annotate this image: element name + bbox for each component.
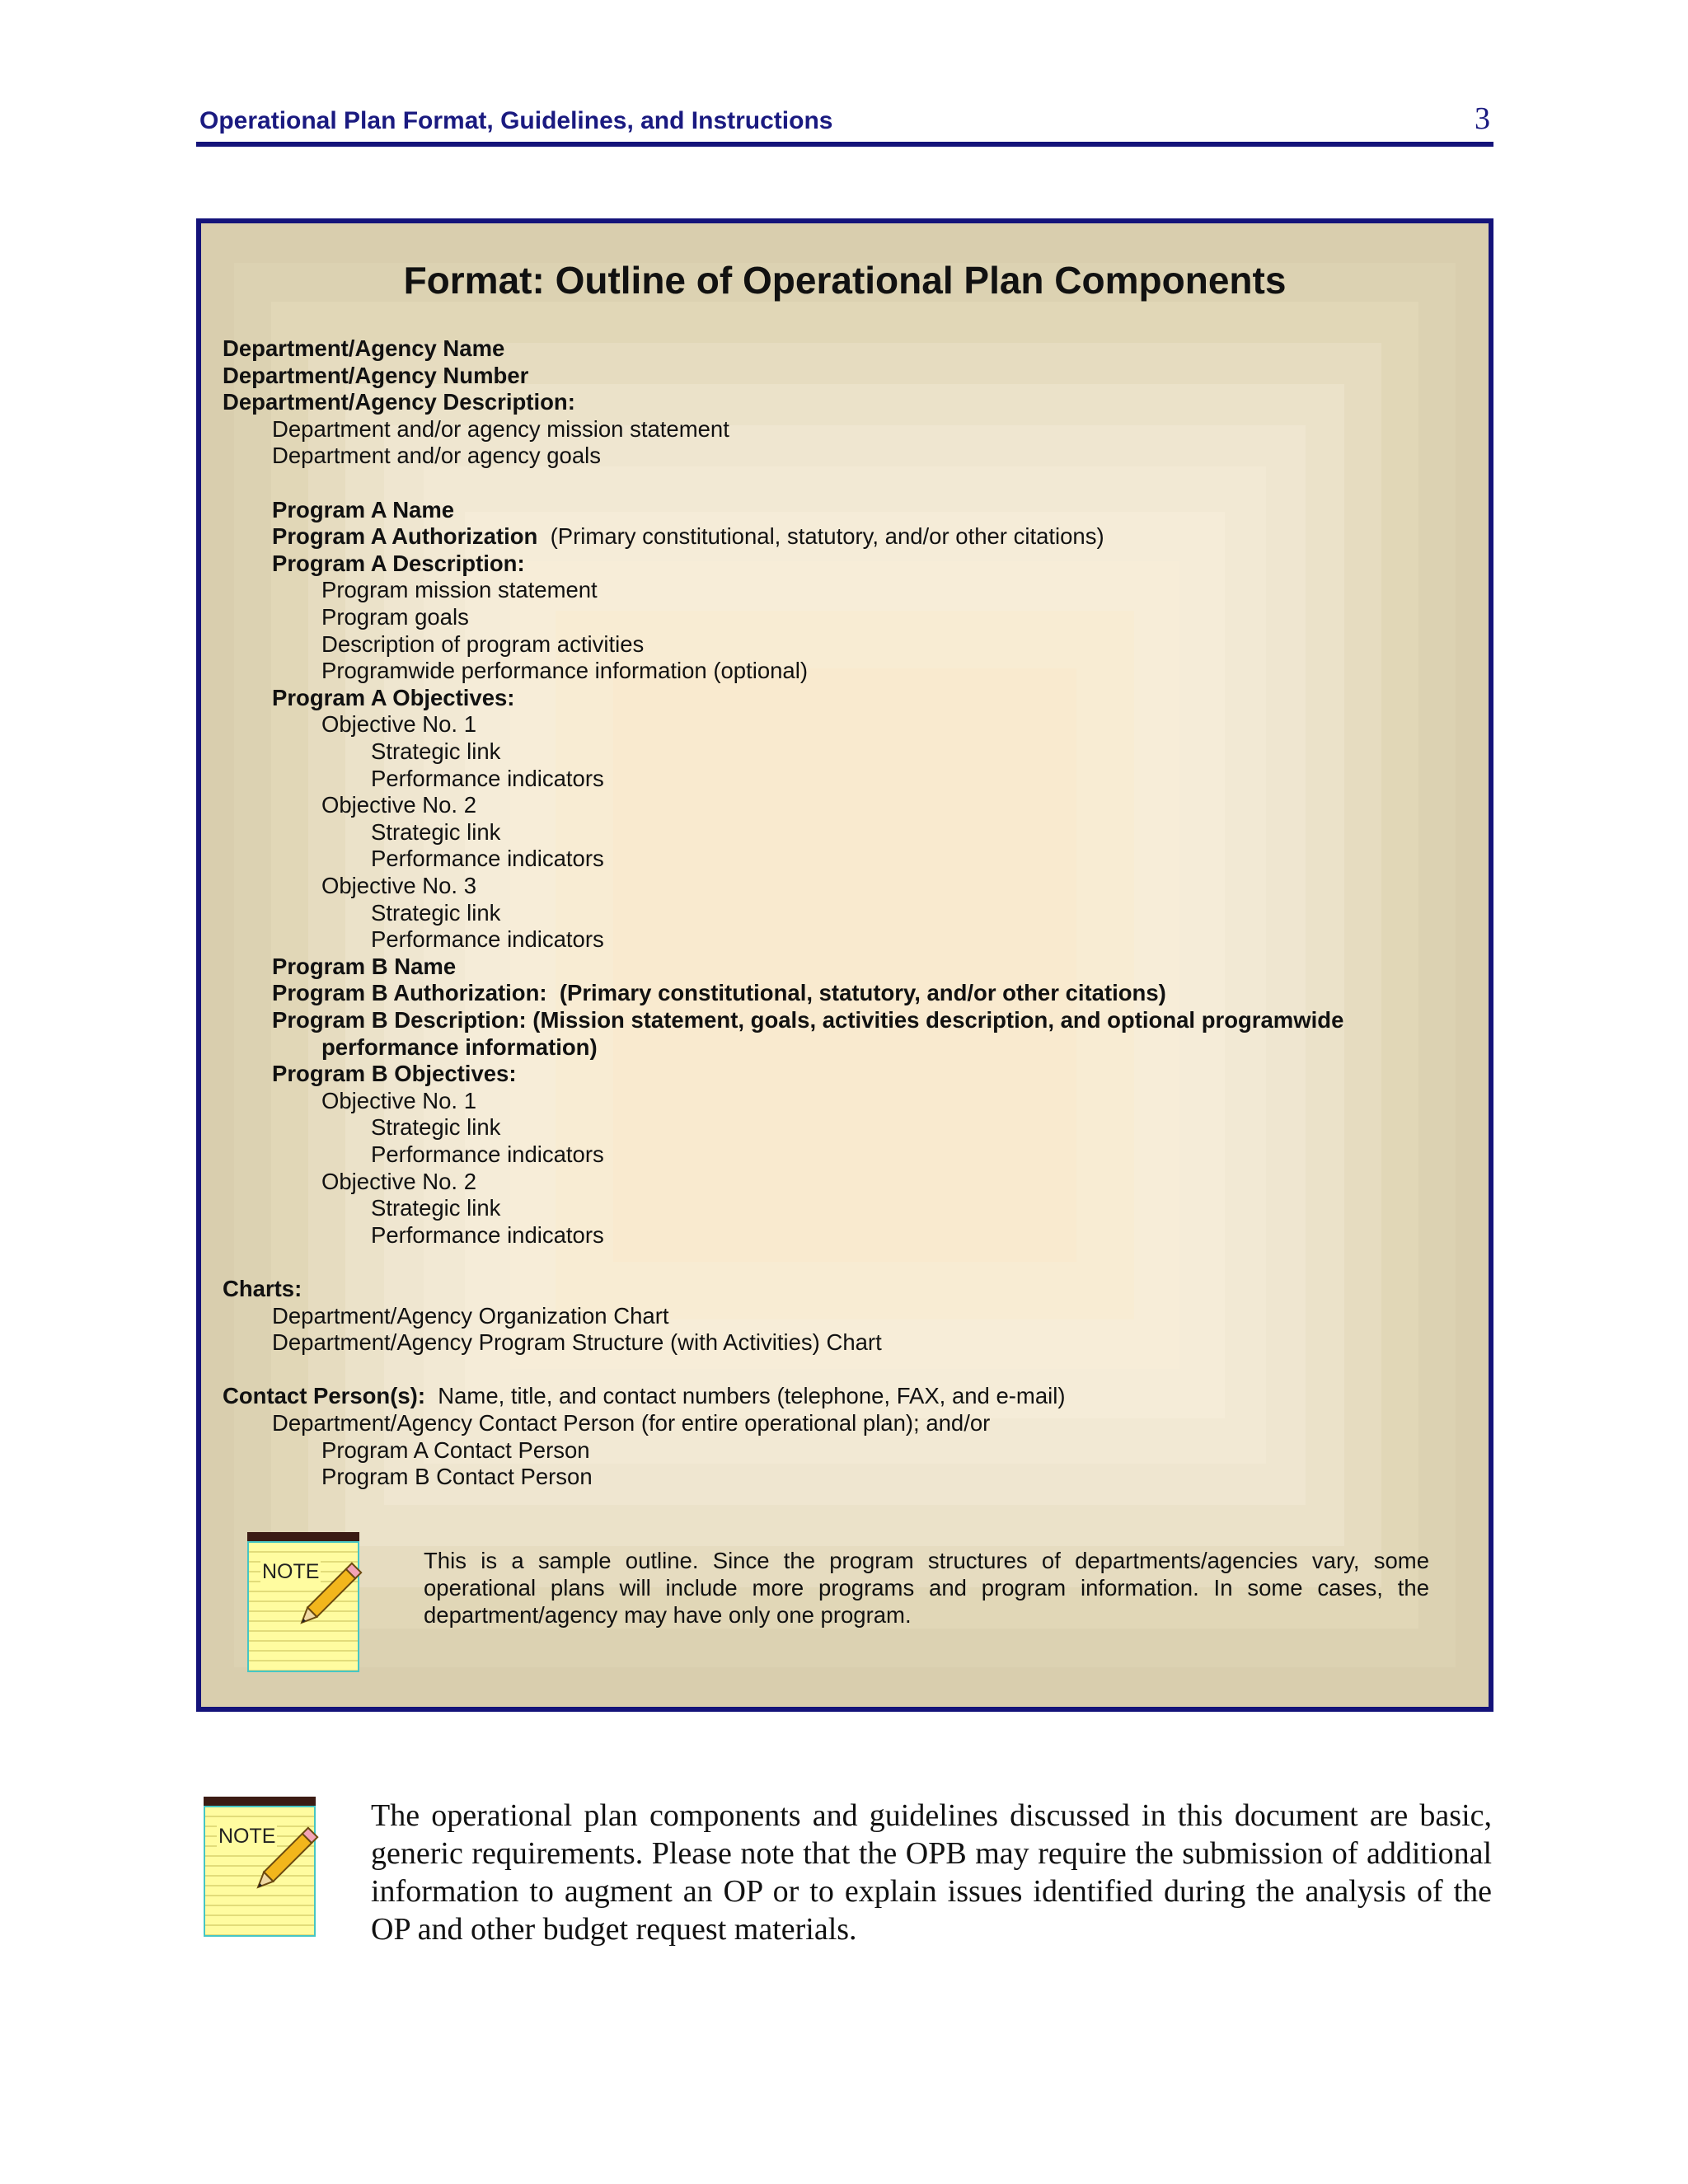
outline-line [272,1007,1343,1033]
outline-item-text: Program goals [321,604,469,630]
outline-line [223,389,575,415]
outline-item-text: Performance indicators [371,926,604,953]
outline-item-text: (Primary constitutional, statutory, and/or other citations) [550,523,1104,550]
outline-item-text: Objective No. 2 [321,1168,477,1194]
outline-heading-text: Program B Authorization: (Primary constitutional, statutory, and/or other citations) [272,980,1166,1006]
outline-item-text: Performance indicators [371,846,604,872]
outline-line [371,766,604,792]
outline-item-text: Strategic link [371,899,501,926]
document-title: Operational Plan Format, Guidelines, and Instructions [199,107,833,134]
outline-heading-text: Program B Objectives: [272,1061,517,1087]
sample-outline-note: This is a sample outline. Since the program structures of departments/agencies vary, some operational plans will include more programs and program information. In some cases, the department/agency may have only one program. [424,1548,1429,1628]
outline-item-text: Objective No. 1 [321,1087,477,1113]
outline-heading-text: Department/Agency Description: [223,389,575,415]
outline-heading-text: Program A Objectives: [272,684,515,710]
outline-line [321,577,598,603]
outline-item-text: Department/Agency Contact Person (for entire operational plan); and/or [272,1410,991,1436]
outline-line [321,1169,476,1195]
outline-item-text: Objective No. 1 [321,711,477,738]
outline-heading-text: performance information) [321,1033,598,1060]
outline-line [272,685,514,711]
outline-item-text: Program A Contact Person [321,1436,590,1463]
outline-heading-text: Contact Person(s): [223,1383,438,1409]
outline-line [272,497,454,523]
outline-item-text: Program mission statement [321,577,598,603]
outline-line [321,1088,476,1114]
outline-line [371,1195,500,1221]
note-label: NOTE [262,1560,320,1583]
outline-heading-text: Program A Description: [272,550,525,576]
outline-line [321,711,476,738]
outline-line [371,846,604,872]
outline-item-text: Objective No. 2 [321,792,477,818]
outline-line [272,1410,990,1436]
outline-item-text: Objective No. 3 [321,873,477,898]
note-label: NOTE [218,1825,276,1848]
outline-line [223,335,504,362]
outline-line [371,1114,500,1141]
outline-heading-text: Charts: [223,1276,302,1301]
outline-line [321,604,469,630]
note-icon [204,1797,316,1935]
outline-line [321,1464,593,1490]
outline-heading-text: Department/Agency Name [223,335,505,361]
outline-line [371,738,500,765]
outline-line [371,1222,604,1249]
outline-item-text: Department/Agency Organization Chart [272,1302,669,1329]
outline-item-text: Strategic link [371,1114,501,1141]
outline-line [223,1383,1066,1409]
outline-item-text: Department/Agency Program Structure (with Activities) Chart [272,1329,882,1356]
page-header [196,97,1493,147]
outline-line [223,363,528,389]
outline-line [272,443,601,469]
outline-heading-text: Program A Name [272,496,455,523]
outline-line [321,873,476,899]
outline-item-text: Strategic link [371,738,501,764]
page-number: 3 [1475,101,1490,136]
outline-line [272,523,1104,550]
box-title: Format: Outline of Operational Plan Components [403,259,1287,302]
outline-item-text: Strategic link [371,818,501,845]
outline-line [223,1276,302,1302]
bottom-note-text: The operational plan components and guidelines discussed in this document are basic, generic requirements. Please note that the OPB may require the submission of additional information to augment an OP or to explain issues identified during the analysis of the OP and other budget request materials. [371,1798,1492,1947]
outline-line [272,954,456,980]
outline-line [272,551,525,577]
outline-line [321,658,808,684]
outline-item-text: Performance indicators [371,1221,604,1248]
background-frame [613,668,1076,1262]
outline-line [272,980,1166,1006]
outline-line [321,792,476,818]
pencil-icon [237,1810,335,1909]
outline-item-text: Program B Contact Person [321,1464,593,1490]
outline-line [371,1141,604,1168]
outline-line [371,819,500,846]
outline-line [321,631,644,658]
outline-heading-text: Department/Agency Number [223,362,529,388]
note-icon [247,1532,359,1671]
outline-heading-text: Program B Name [272,953,457,979]
outline-line [321,1034,598,1061]
pencil-icon [280,1545,379,1644]
outline-heading-text: Program A Authorization [272,523,551,550]
outline-line [272,1303,669,1329]
outline-item-text: Department and/or agency goals [272,443,601,469]
outline-item-text: Name, title, and contact numbers (telephone, FAX, and e-mail) [438,1383,1066,1409]
outline-line [371,926,604,953]
outline-item-text: Performance indicators [371,1141,604,1167]
outline-item-text: Programwide performance information (optional) [321,658,808,684]
outline-item-text: Department and/or agency mission statement [272,415,729,442]
outline-heading-text: Program B Description: (Mission statement, goals, activities description, and optional programwide [272,1007,1344,1033]
outline-line [371,900,500,926]
outline-item-text: Strategic link [371,1195,501,1221]
outline-line [272,416,729,443]
outline-box [196,218,1493,1712]
outline-item-text: Performance indicators [371,765,604,791]
outline-line [272,1061,516,1087]
outline-line [272,1329,882,1356]
outline-line [321,1437,590,1464]
outline-item-text: Description of program activities [321,630,645,657]
